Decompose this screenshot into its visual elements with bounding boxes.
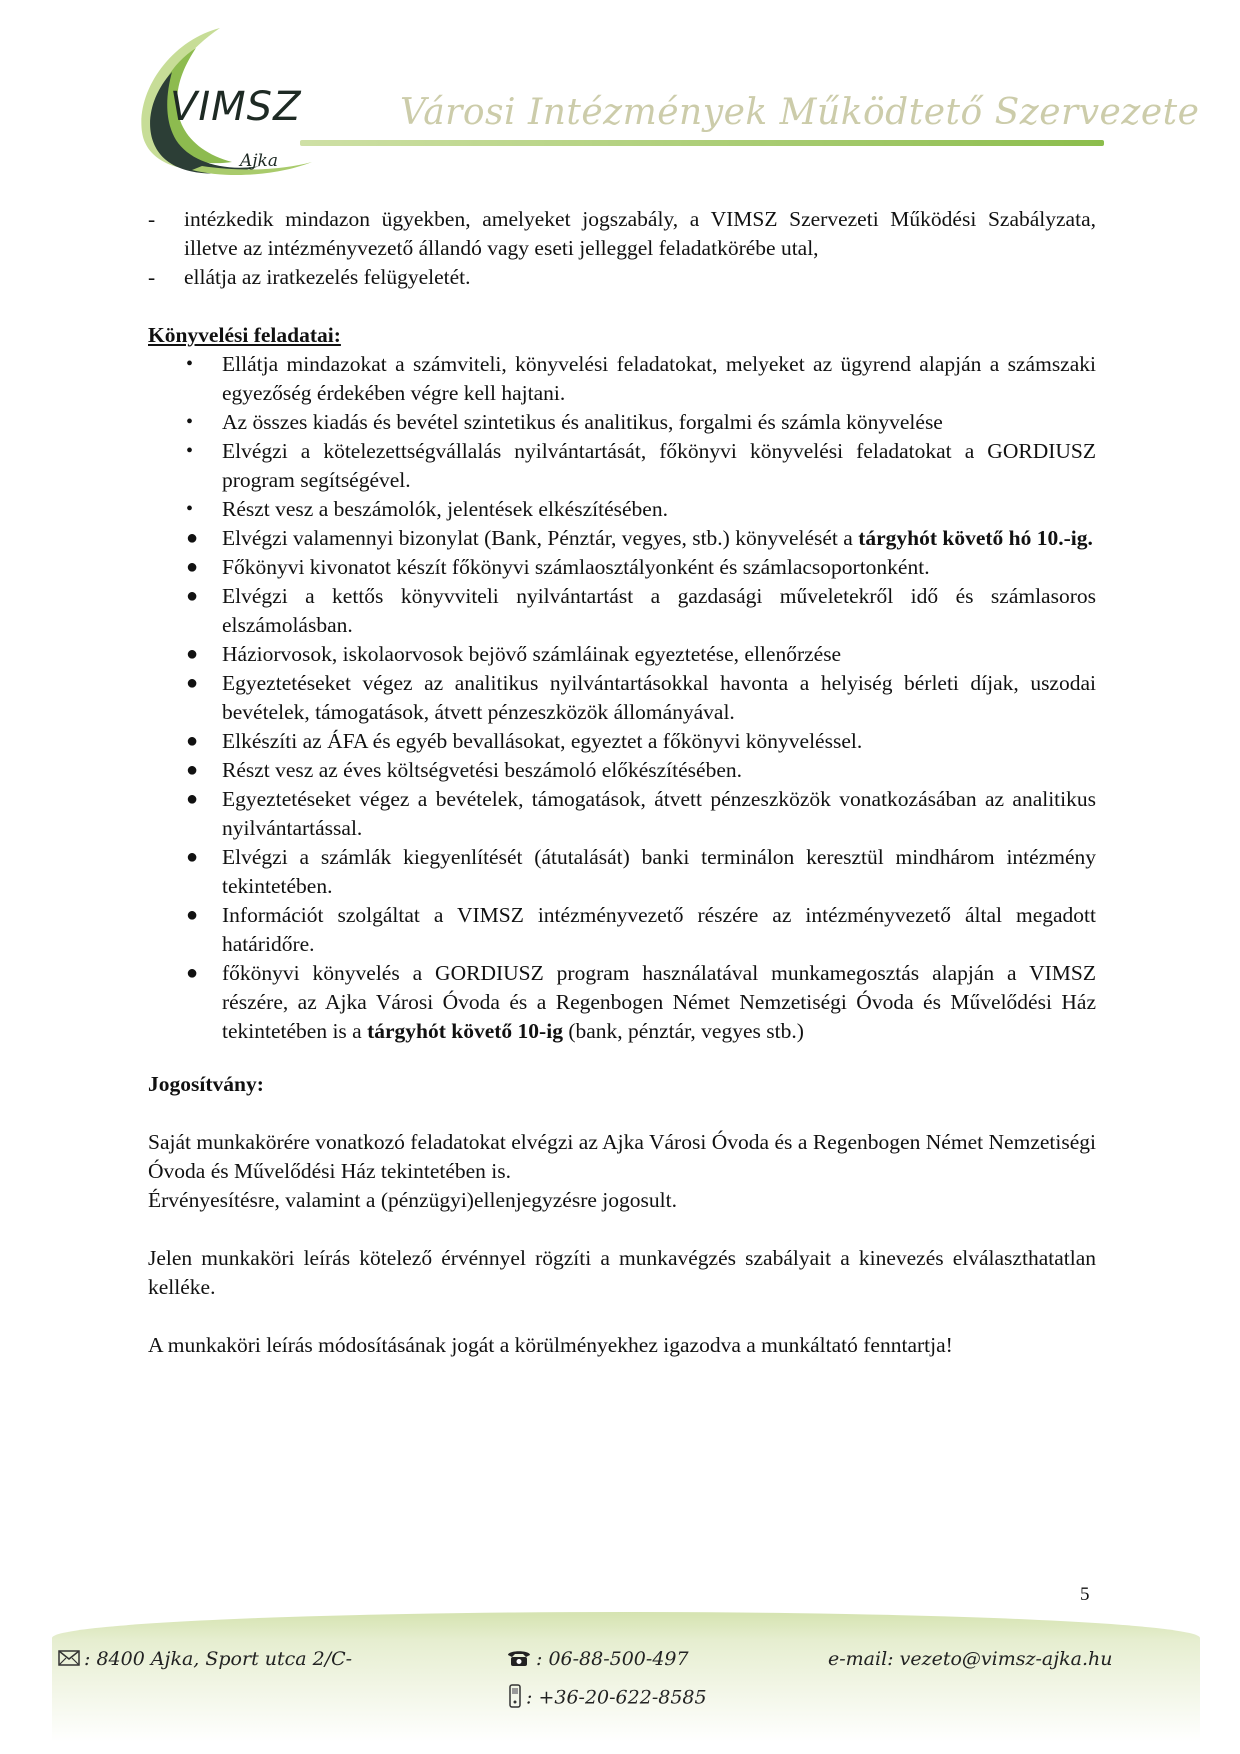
list-item [184, 669, 1096, 727]
intro-list [148, 205, 1096, 292]
vimsz-logo [132, 20, 332, 188]
closing-paragraph: A munkaköri leírás módosításának jogát a körülményekhez igazodva a munkáltató fenntartja! [148, 1333, 953, 1357]
list-item-text: Ellátja mindazokat a számviteli, könyvelési feladatokat, melyeket az ügyrend alapján a számszaki egyezőség érdekében végre kell hajtani. [222, 352, 1096, 405]
list-item [184, 408, 1096, 437]
closing-paragraph: Jelen munkaköri leírás kötelező érvénnyel rögzíti a munkavégzés szabályait a kinevezés elválaszthatatlan kelléke. [148, 1246, 1096, 1299]
mobile-text: : +36-20-622-8585 [526, 1686, 707, 1709]
list-item [184, 495, 1096, 524]
bullet-icon: ● [186, 585, 199, 607]
deadline-emphasis: tárgyhót követő hó 10.-ig. [858, 526, 1093, 550]
bullet-icon: ● [186, 904, 199, 926]
dash-marker: - [148, 207, 156, 231]
accounting-heading: Könyvelési feladatai: [148, 323, 341, 347]
list-item [184, 785, 1096, 843]
bullet-icon: ● [186, 643, 199, 665]
footer-email: e-mail: vezeto@vimsz-ajka.hu [828, 1648, 1113, 1670]
document-body [148, 205, 1096, 1360]
list-item [184, 582, 1096, 640]
list-item-text: Részt vesz a beszámolók, jelentések elkészítésében. [222, 497, 668, 521]
dash-marker: - [148, 265, 156, 289]
organization-title: Városi Intézmények Működtető Szervezete [400, 92, 1200, 133]
bullet-icon: ● [186, 556, 199, 578]
header-divider [300, 140, 1104, 146]
list-item [184, 756, 1096, 785]
list-item-text: Az összes kiadás és bevétel szintetikus és analitikus, forgalmi és számla könyvelése [222, 410, 943, 434]
list-item [184, 959, 1096, 1046]
address-text: : 8400 Ajka, Sport utca 2/C- [84, 1648, 353, 1670]
list-item-text-tail: (bank, pénztár, vegyes stb.) [562, 1019, 804, 1043]
bullet-icon: ● [186, 846, 199, 868]
logo-text: VIMSZ [170, 84, 302, 130]
mobile-phone-icon [508, 1684, 522, 1713]
list-item-text: Elvégzi valamennyi bizonylat (Bank, Pénztár, vegyes, stb.) könyvelését a [222, 526, 859, 550]
page-number: 5 [1080, 1584, 1090, 1605]
list-item-text: Egyeztetéseket végez az analitikus nyilvántartásokkal havonta a helyiség bérleti díjak, uszodai bevételek, támogatások, átvett pénzeszközök állományával. [222, 671, 1096, 724]
bullet-icon: ● [186, 527, 199, 549]
list-item-text: Elkészíti az ÁFA és egyéb bevallásokat, egyeztet a főkönyvi könyveléssel. [222, 729, 863, 753]
footer-address [58, 1648, 352, 1671]
footer-mobile [508, 1684, 707, 1713]
list-item-text: Elvégzi a kettős könyvviteli nyilvántartást a gazdasági műveletekről idő és számlasoros elszámolásban. [222, 584, 1096, 637]
list-item [184, 437, 1096, 495]
list-item [184, 350, 1096, 408]
list-item [184, 524, 1096, 553]
list-item-text: Elvégzi a kötelezettségvállalás nyilvántartását, főkönyvi könyvelési feladatokat a GORDIUSZ program segítségével. [222, 439, 1096, 492]
list-item-text: Elvégzi a számlák kiegyenlítését (átutalását) banki terminálon keresztül mindhárom intézmény tekintetében. [222, 845, 1096, 898]
list-item [184, 843, 1096, 901]
vimsz-logo-graphic [132, 20, 332, 188]
footer-phone [506, 1648, 689, 1672]
telephone-icon [506, 1649, 532, 1672]
list-item-text: Egyeztetéseket végez a bevételek, támogatások, átvett pénzeszközök vonatkozásában az analitikus nyilvántartással. [222, 787, 1096, 840]
list-item-text: Részt vesz az éves költségvetési beszámoló előkészítésében. [222, 758, 742, 782]
list-item [148, 263, 1096, 292]
list-item-text: intézkedik mindazon ügyekben, amelyeket jogszabály, a VIMSZ Szervezeti Működési Szabályzata, illetve az intézményvezető állandó vagy eseti jelleggel feladatkörébe utal, [184, 207, 1096, 260]
authority-paragraph: Saját munkakörére vonatkozó feladatokat elvégzi az Ajka Városi Óvoda és a Regenbogen Német Nemzetiségi Óvoda és Művelődési Ház tekintetében is. [148, 1130, 1096, 1183]
list-item-text: ellátja az iratkezelés felügyeletét. [184, 265, 471, 289]
list-item-text: Főkönyvi kivonatot készít főkönyvi számlaosztályonként és számlacsoportonként. [222, 555, 930, 579]
logo-subtext: Ajka [240, 151, 278, 171]
list-item-text: főkönyvi könyvelés a GORDIUSZ program használatával munkamegosztás alapján a VIMSZ részére, az Ajka Városi Óvoda és a Regenbogen Német Nemzetiségi Óvoda és Művelődési Ház tekintetében is a [222, 961, 1096, 1043]
bullet-icon: • [186, 498, 194, 520]
accounting-tasks-list [184, 350, 1096, 1046]
bullet-icon: ● [186, 730, 199, 752]
list-item [184, 901, 1096, 959]
envelope-icon [58, 1649, 80, 1671]
bullet-icon: ● [186, 759, 199, 781]
bullet-icon: ● [186, 962, 199, 984]
list-item [184, 727, 1096, 756]
list-item [184, 640, 1096, 669]
bullet-icon: ● [186, 672, 199, 694]
list-item-text: Háziorvosok, iskolaorvosok bejövő számláinak egyeztetése, ellenőrzése [222, 642, 842, 666]
footer-band [52, 1612, 1200, 1742]
bullet-icon: • [186, 440, 194, 462]
phone-text: : 06-88-500-497 [536, 1648, 689, 1670]
list-item-text: Információt szolgáltat a VIMSZ intézményvezető részére az intézményvezető által megadott határidőre. [222, 903, 1096, 956]
authority-paragraph: Érvényesítésre, valamint a (pénzügyi)ellenjegyzésre jogosult. [148, 1188, 677, 1212]
bullet-icon: ● [186, 788, 199, 810]
authority-heading: Jogosítvány: [148, 1072, 264, 1096]
list-item [148, 205, 1096, 263]
bullet-icon: • [186, 353, 194, 375]
bullet-icon: • [186, 411, 194, 433]
deadline-emphasis: tárgyhót követő 10-ig [367, 1019, 563, 1043]
list-item [184, 553, 1096, 582]
